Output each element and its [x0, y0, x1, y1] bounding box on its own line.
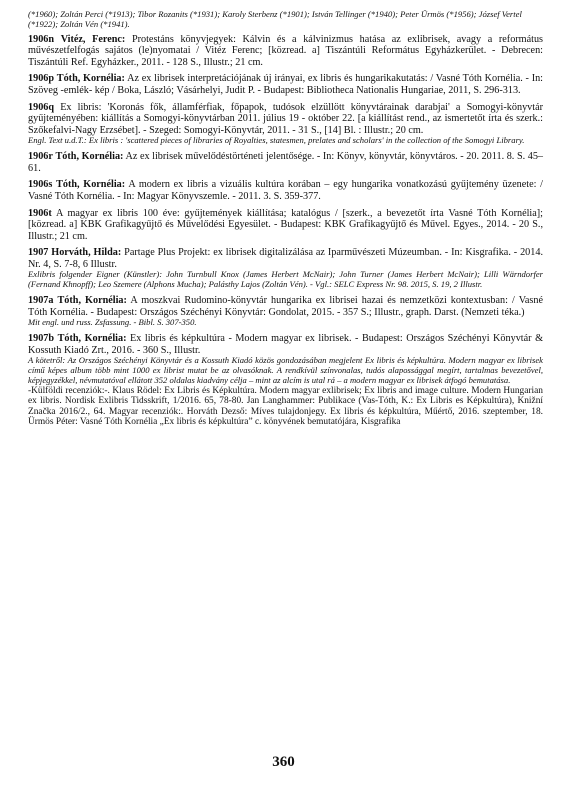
top-note: (*1960); Zoltán Perci (*1913); Tibor Rozanits (*1931); Karoly Sterbenz (*1901); István Tellinger (*1940); Peter Ürmös (*1956); József Vertel (*1922); Zoltán Vén (*1941).: [28, 9, 522, 29]
entry-text: A moszkvai Rudomino-könyvtár hungarika ex librisei hazai és nemzetközi kontextusban: / Vasné Tóth Kornélia. - Budapest: Országos Széchényi Könyvtár: Gondolat, 2015. - 357 S.; Illustr., graph. Darst. (Nemzeti téka.): [28, 295, 544, 318]
bibliography-entry: [28, 333, 543, 428]
entry-note: Exlibris folgender Eigner (Künstler): John Turnbull Knox (James Herbert McNair); John Turner (James Herbert McNair); Lilli Wärndorfer (Fernand Khnopff); Leo Szemere (Alphons Mucha); Palásthy Lajos (Zoltán Vén). - Vgl.: SELC Express Nr. 98. 2015, S. 19, 2 Illustr.: [28, 269, 543, 290]
entry-id: 1906r: [28, 151, 53, 163]
entry-id: 1906p: [28, 73, 55, 85]
entry-text: Ex libris: 'Koronás fők, államférfiak, főpapok, tudósok elzüllött könyvtárainak darabjai' a Somogyi-könyvtár gyűjteményében: kiállítás a Somogyi-könyvtárban 2011. július 19 - október 22. [a kiállítást rend., az ismertetőt írta és szerk.: Szőkefalvi-Nagy Erzsébet]. - Szeged: Somogyi-Könyvtár, 2011. - 31 S., [14] Bl. : Illustr.; 20 cm.: [28, 101, 543, 136]
entry-author: Tóth, Kornélia:: [56, 179, 126, 191]
bibliography-entry: [28, 34, 543, 69]
bibliography-entry: [28, 208, 543, 243]
entry-id: 1906t: [28, 207, 52, 219]
entries-list: [28, 34, 543, 428]
entry-note: Mit engl. und russ. Zsfassung. - Bibl. S. 307-350.: [28, 317, 197, 328]
entry-author: Vitéz, Ferenc:: [60, 33, 126, 45]
entry-note: A kötetről: Az Országos Széchényi Könyvtár és a Kossuth Kiadó közös gondozásában megjelent Ex libris és képkultúra. Modern magyar ex librisek című képes album több mint 1000 ex librist mutat be az olvasóknak. A rendkívül színvonalas, tudós alapossággal megírt, tartalmas bevezetővel, képjegyzékkel, névmutatóval ellátott 352 oldalas kiadvány célja – mint az alcím is utal rá – a modern magyar ex librisek átfogó bemutatása.: [28, 355, 543, 385]
entry-author: Horváth, Hilda:: [51, 247, 122, 259]
bibliography-entry: [28, 179, 543, 202]
bibliography-entry: [28, 73, 543, 96]
entry-text: Az ex librisek művelődéstörténeti jelentősége. - In: Könyv, könyvtár, könyvtáros. - 20. 2011. 8. S. 45–61.: [28, 151, 544, 174]
bibliography-entry: [28, 102, 543, 147]
page-number: 360: [272, 754, 295, 770]
bibliography-entry: [28, 247, 543, 290]
entry-reviews: -Külföldi recenziók:-. Klaus Rödel: Ex Libris és Képkultúra. Modern magyar exlibrisek; Ex libris and image culture. Modern Hungarian ex libris. Nordisk Exlibris Tidsskrift, 1/2016. 65, 78-80. Jan Langhammer: Publikace (Vas-Tóth, K.: Ex Libris es Képkultúra), Knižní Značka 2016/2., 64. Magyar recenziók:. Horváth Dezső: Míves tulajdonjegy. Ex libris és képkultúra, Műértő, 2016. szeptember, 18. Ürmös Péter: Vasné Tóth Kornélia „Ex libris és képkultúra” c. könyvének bemutatójára, Kisgrafika: [28, 385, 543, 428]
entry-id: 1906n: [28, 33, 55, 45]
entry-text: A modern ex libris a vizuális kultúra korában – egy hungarika vonatkozású gyűjtemény üzenete: / Vasné Tóth Kornélia. - In: Magyar Könyvszemle. - 2011. 3. S. 359-377.: [28, 179, 544, 202]
entry-text: Protestáns könyvjegyek: Kálvin és a kálvinizmus hatása az exlibrisek, avagy a református művészetfelfogás sajátos (le)nyomatai / Vitéz Ferenc; [közread. a] Tiszántúli Református Egyházkerület. - Debrecen: Tiszántúli Ref. Egyházker., 2011. - 128 S., Illustr.; 21 cm.: [28, 33, 544, 68]
entry-author: Tóth, Kornélia:: [57, 295, 127, 307]
bibliography-entry: [28, 151, 543, 174]
entry-id: 1907b: [28, 333, 55, 345]
entry-text: Ex libris és képkultúra - Modern magyar ex librisek. - Budapest: Országos Széchényi Könyvtár & Kossuth Kiadó Zrt., 2016. - 360 S., Illustr.: [28, 333, 543, 356]
entry-id: 1907: [28, 247, 49, 259]
entry-id: 1906s: [28, 179, 53, 191]
entry-author: Tóth, Kornélia:: [57, 333, 127, 345]
entry-note: Engl. Text u.d.T.: Ex libris : 'scattered pieces of libraries of Royalties, statesmen, prelates and scholars' in the collection of the Somogyi Library.: [28, 135, 525, 146]
entry-author: Tóth, Kornélia:: [56, 73, 125, 85]
entry-id: 1906q: [28, 101, 55, 113]
entry-author: Tóth, Kornélia:: [55, 151, 124, 163]
entry-id: 1907a: [28, 295, 54, 307]
bibliography-entry: [28, 295, 543, 328]
entry-text: Az ex librisek interpretációjának új irányai, ex libris és hungarikakutatás: / Vasné Tóth Kornélia. - In: Szöveg -emlék- kép / Boka, László; Vásárhelyi, Judit P. - Budapest: Bibliotheca Nationalis Hungariae, 2011, S. 296-313.: [28, 73, 544, 96]
entry-text: Partage Plus Projekt: ex librisek digitalizálása az Iparművészeti Múzeumban. - In: Kisgrafika. - 2014. Nr. 4, S. 7-8, 6 Illustr.: [28, 247, 544, 270]
entry-text: A magyar ex libris 100 éve: gyűjtemények kiállítása; katalógus / [szerk., a bevezetőt írta Vasné Tóth Kornélia]; [közread. a] KBK Grafikagyűjtő és Művelődési Egyesület. - Budapest: KBK Grafikagyűjtő és Művel. Egyes., 2014. - 20 S., Illustr.; 21 cm.: [28, 207, 544, 242]
